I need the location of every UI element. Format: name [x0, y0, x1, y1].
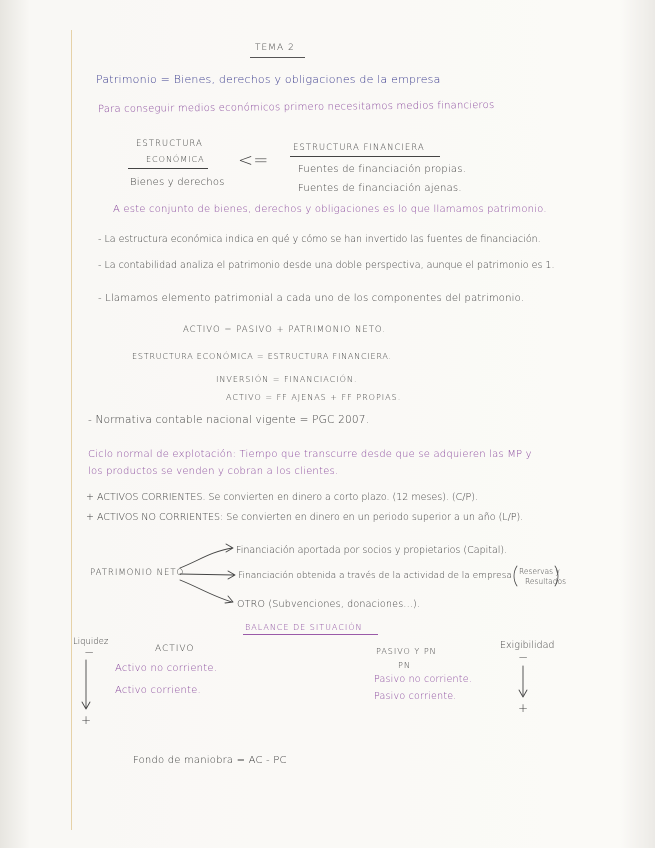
exigibilidad-minus: −	[518, 650, 529, 664]
pn-branch-otro: OTRO (Subvenciones, donaciones...).	[237, 599, 421, 610]
liquidez-arrow-head	[82, 702, 90, 709]
pasivo-corriente: Pasivo corriente.	[374, 691, 457, 702]
equation-inversion: INVERSIÓN = FINANCIACIÓN.	[216, 375, 358, 384]
exigibilidad-label: Exigibilidad	[500, 640, 555, 651]
activos-corrientes: + ACTIVOS CORRIENTES. Se convierten en dinero a corto plazo. (12 meses). (C/P).	[86, 492, 478, 503]
bullet-normativa: - Normativa contable nacional vigente = PGC 2007.	[88, 414, 370, 426]
activo-header: ACTIVO	[155, 644, 195, 654]
bullet-estructura: - La estructura económica indica en qué y cómo se han invertido las fuentes de financiación.	[98, 234, 541, 245]
equation-estructuras: ESTRUCTURA ECONÓMICA = ESTRUCTURA FINANCIERA.	[132, 352, 392, 361]
page-title: TEMA 2	[255, 43, 295, 53]
exigibilidad-plus: +	[518, 701, 529, 715]
pn-arrow-bottom-head	[225, 596, 233, 603]
patrimonio-definition: Patrimonio = Bienes, derechos y obligaciones de la empresa	[96, 73, 441, 86]
activos-no-corrientes: + ACTIVOS NO CORRIENTES: Se convierten en dinero en un periodo superior a un año (L/P).	[86, 512, 524, 523]
balance-title: BALANCE DE SITUACIÓN	[245, 623, 363, 632]
equation-activo-pasivo: ACTIVO = PASIVO + PATRIMONIO NETO.	[183, 325, 386, 335]
exigibilidad-arrow-head	[519, 690, 527, 697]
estructura-economica-underline	[128, 168, 208, 169]
estructura-financiera-heading: ESTRUCTURA FINANCIERA	[293, 143, 425, 153]
bienes-y-derechos: Bienes y derechos	[130, 177, 225, 188]
fuentes-propias: Fuentes de financiación propias.	[298, 164, 466, 175]
pn-branch-actividad: Financiación obtenida a través de la actividad de la empresa	[238, 571, 512, 581]
pn-arrow-middle	[180, 574, 234, 575]
pn-branch-note-2: Resultados	[525, 577, 567, 586]
pasivo-header: PASIVO Y PN	[376, 647, 437, 656]
note-bracket-left	[514, 566, 517, 586]
margin-line	[71, 30, 72, 830]
pn-branch-note-1: Reservas y	[519, 567, 560, 576]
pasivo-no-corriente: Pasivo no corriente.	[374, 674, 472, 685]
title-underline	[250, 57, 305, 58]
bullet-contabilidad: - La contabilidad analiza el patrimonio desde una doble perspectiva, aunque el patrimonio es 1.	[98, 260, 555, 271]
liquidez-label: Liquidez	[73, 637, 109, 647]
estructura-economica-heading-2: ECONÓMICA	[146, 155, 205, 164]
pn-subheader: PN	[398, 661, 411, 670]
liquidez-minus: −	[84, 645, 95, 659]
pn-branch-capital: Financiación aportada por socios y propietarios (Capital).	[236, 545, 508, 556]
balance-title-underline	[243, 634, 378, 635]
estructura-economica-heading-1: ESTRUCTURA	[136, 139, 203, 149]
left-arrow-symbol: <=	[238, 150, 269, 171]
equation-activo-ff: ACTIVO = FF AJENAS + FF PROPIAS.	[226, 393, 402, 402]
pn-arrow-middle-head	[228, 571, 235, 579]
fuentes-ajenas: Fuentes de financiación ajenas.	[298, 183, 462, 194]
ciclo-line-1: Ciclo normal de explotación: Tiempo que transcurre desde que se adquieren las MP y	[88, 449, 532, 460]
medios-line: Para conseguir medios económicos primero necesitamos medios financieros	[97, 99, 495, 116]
activo-no-corriente: Activo no corriente.	[115, 663, 218, 674]
patrimonio-neto-label: PATRIMONIO NETO	[90, 568, 185, 578]
conjunto-line: A este conjunto de bienes, derechos y obligaciones es lo que llamamos patrimonio.	[113, 204, 547, 215]
bullet-elemento: - Llamamos elemento patrimonial a cada uno de los componentes del patrimonio.	[98, 293, 525, 304]
estructura-financiera-underline	[290, 156, 440, 157]
liquidez-plus: +	[81, 713, 92, 727]
fondo-de-maniobra: Fondo de maniobra = AC - PC	[133, 755, 287, 766]
pn-arrow-bottom	[180, 580, 232, 602]
pn-arrow-top	[180, 548, 232, 568]
activo-corriente: Activo corriente.	[115, 685, 201, 696]
pn-arrow-top-head	[226, 544, 233, 552]
ciclo-line-2: los productos se venden y cobran a los clientes.	[88, 466, 339, 477]
